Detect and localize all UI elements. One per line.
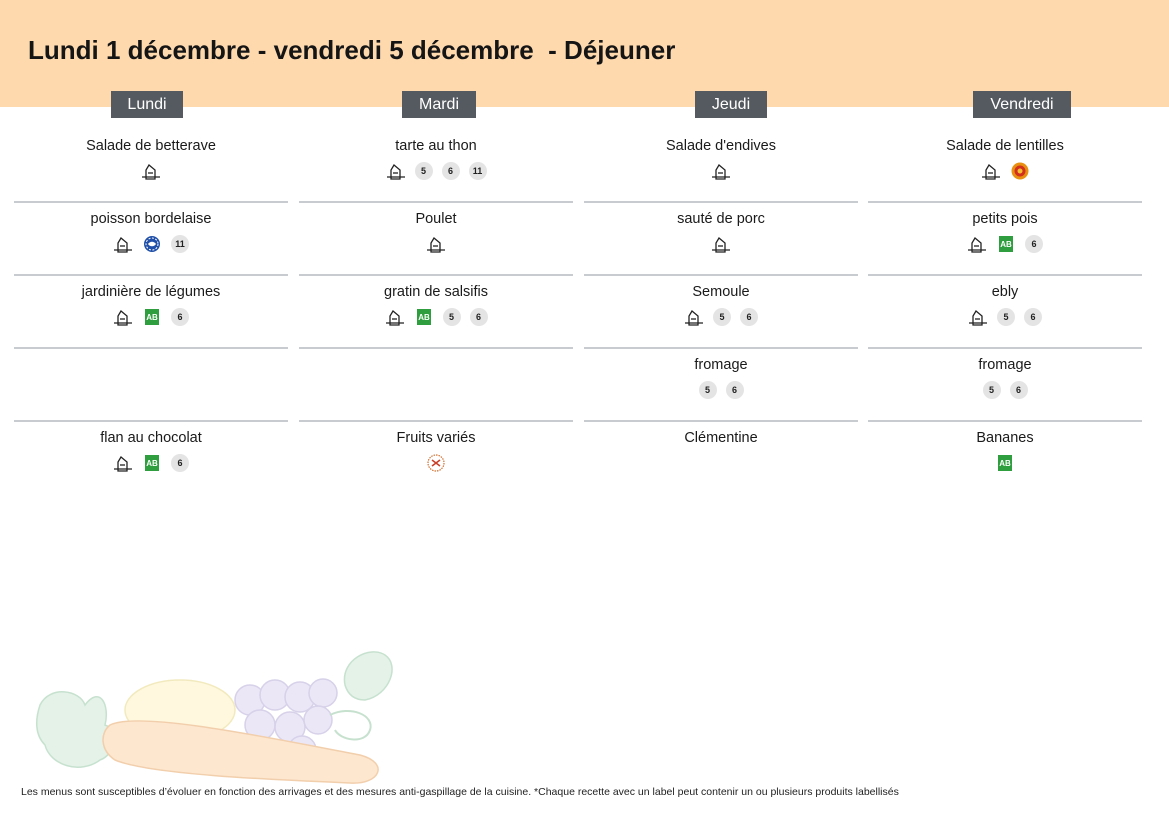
- menu-cell: [14, 349, 288, 422]
- menu-cell: [584, 130, 858, 203]
- vegetables-illustration: [30, 645, 410, 785]
- day-header-tuesday: Mardi: [402, 91, 476, 118]
- day-header-thursday: Jeudi: [695, 91, 767, 118]
- msc-fish-label-icon: [142, 235, 162, 253]
- dish-name: Clémentine: [684, 430, 758, 446]
- menu-cell: [299, 276, 573, 349]
- local-product-icon: [426, 454, 446, 472]
- dish-labels: [868, 234, 1142, 254]
- organic-ab-icon: [142, 454, 162, 472]
- allergen-badge: 5: [997, 308, 1015, 326]
- page-title: Lundi 1 décembre - vendredi 5 décembre - Déjeuner: [28, 35, 676, 65]
- dish-labels: [14, 307, 288, 327]
- menu-cell: [14, 422, 288, 495]
- homemade-icon: [113, 454, 133, 472]
- dish-labels: [299, 234, 573, 254]
- dish-name: Semoule: [692, 284, 750, 300]
- allergen-badge: 6: [442, 162, 460, 180]
- homemade-icon: [967, 235, 987, 253]
- svg-text:AB: AB: [146, 459, 158, 468]
- menu-cell: [584, 276, 858, 349]
- homemade-icon: [426, 235, 446, 253]
- allergen-badge: 6: [171, 454, 189, 472]
- dish-labels: [868, 307, 1142, 327]
- dish-name: flan au chocolat: [100, 430, 202, 446]
- allergen-badge: 6: [1010, 381, 1028, 399]
- homemade-icon: [684, 308, 704, 326]
- dish-labels: [14, 453, 288, 473]
- dish-labels: [868, 161, 1142, 181]
- aop-label-icon: [1010, 162, 1030, 180]
- dish-name: sauté de porc: [677, 211, 765, 227]
- dish-name: ebly: [991, 284, 1019, 300]
- organic-ab-icon: [414, 308, 434, 326]
- dish-name: Bananes: [976, 430, 1034, 446]
- homemade-icon: [968, 308, 988, 326]
- allergen-badge: 5: [443, 308, 461, 326]
- menu-cell: [14, 276, 288, 349]
- svg-text:AB: AB: [146, 313, 158, 322]
- dish-labels: [14, 234, 288, 254]
- dish-labels: [299, 161, 573, 181]
- menu-cell: [14, 203, 288, 276]
- dish-labels: [868, 453, 1142, 473]
- dish-name: jardinière de légumes: [81, 284, 221, 300]
- allergen-badge: 6: [1025, 235, 1043, 253]
- organic-ab-icon: [996, 235, 1016, 253]
- day-header-friday: Vendredi: [973, 91, 1071, 118]
- allergen-badge: 6: [470, 308, 488, 326]
- menu-cell: [584, 349, 858, 422]
- menu-cell: [299, 203, 573, 276]
- svg-text:AB: AB: [417, 313, 430, 322]
- day-column: [299, 130, 573, 495]
- dish-name: fromage: [978, 357, 1032, 373]
- menu-cell: [299, 422, 573, 495]
- dish-labels: [584, 234, 858, 254]
- menu-cell: [868, 130, 1142, 203]
- homemade-icon: [711, 235, 731, 253]
- dish-name: Poulet: [415, 211, 457, 227]
- day-header-monday: Lundi: [111, 91, 183, 118]
- dish-name: gratin de salsifis: [384, 284, 488, 300]
- allergen-badge: 5: [415, 162, 433, 180]
- organic-ab-icon: [995, 454, 1015, 472]
- homemade-icon: [113, 308, 133, 326]
- homemade-icon: [141, 162, 161, 180]
- menu-cell: [14, 130, 288, 203]
- homemade-icon: [386, 162, 406, 180]
- dish-labels: [868, 380, 1142, 400]
- dish-labels: [14, 380, 288, 400]
- day-column: [14, 130, 288, 495]
- dish-name: Salade de betterave: [86, 138, 216, 154]
- dish-labels: [299, 453, 573, 473]
- menu-cell: [584, 203, 858, 276]
- day-column: [868, 130, 1142, 495]
- allergen-badge: 6: [726, 381, 744, 399]
- allergen-badge: 5: [699, 381, 717, 399]
- dish-name: Salade de lentilles: [946, 138, 1064, 154]
- homemade-icon: [113, 235, 133, 253]
- menu-cell: [299, 130, 573, 203]
- homemade-icon: [981, 162, 1001, 180]
- allergen-badge: 6: [1024, 308, 1042, 326]
- dish-labels: [584, 380, 858, 400]
- menu-cell: [584, 422, 858, 495]
- dish-name: petits pois: [972, 211, 1038, 227]
- allergen-badge: 5: [713, 308, 731, 326]
- menu-cell: [868, 422, 1142, 495]
- organic-ab-icon: [142, 308, 162, 326]
- menu-cell: [299, 349, 573, 422]
- dish-name: Fruits variés: [396, 430, 476, 446]
- menu-cell: [868, 203, 1142, 276]
- homemade-icon: [385, 308, 405, 326]
- svg-text:AB: AB: [1000, 240, 1012, 249]
- allergen-badge: 11: [171, 235, 189, 253]
- allergen-badge: 6: [171, 308, 189, 326]
- menu-cell: [868, 276, 1142, 349]
- dish-name: tarte au thon: [395, 138, 477, 154]
- dish-name: poisson bordelaise: [90, 211, 212, 227]
- day-column: [584, 130, 858, 495]
- homemade-icon: [711, 162, 731, 180]
- allergen-badge: 11: [469, 162, 487, 180]
- allergen-badge: 6: [740, 308, 758, 326]
- dish-labels: [584, 161, 858, 181]
- dish-labels: [14, 161, 288, 181]
- dish-labels: [584, 453, 858, 473]
- allergen-badge: 5: [983, 381, 1001, 399]
- menu-cell: [868, 349, 1142, 422]
- dish-labels: [299, 380, 573, 400]
- dish-name: Salade d'endives: [666, 138, 776, 154]
- dish-labels: [584, 307, 858, 327]
- dish-name: fromage: [694, 357, 748, 373]
- svg-text:AB: AB: [999, 459, 1011, 468]
- footer-note: Les menus sont susceptibles d’évoluer en fonction des arrivages et des mesures anti-gaspillage de la cuisine. *Chaque recette avec un label peut contenir un ou plusieurs produits labellisés: [21, 786, 899, 798]
- dish-labels: [299, 307, 573, 327]
